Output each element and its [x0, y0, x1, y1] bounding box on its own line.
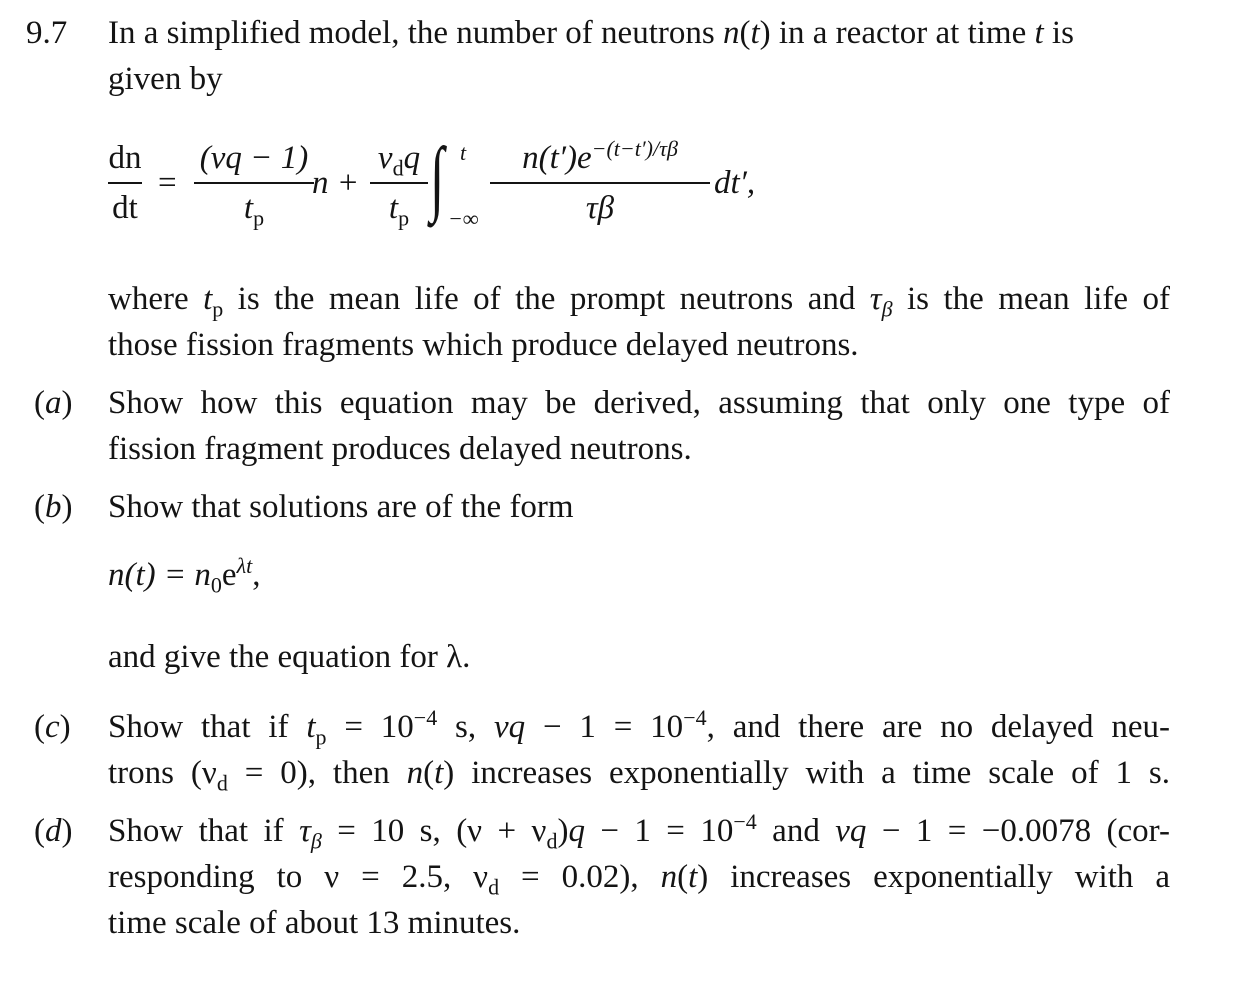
intro-line-2: given by: [108, 61, 223, 97]
prompt-term-numerator: (νq − 1): [199, 140, 309, 176]
delayed-coefficient-fraction: [370, 140, 428, 231]
integral-sign: ∫: [430, 131, 445, 224]
part-b-label: (b): [34, 489, 73, 525]
integrand-fraction: [490, 136, 710, 226]
part-c-line-1: Show that if $t_p = 10^{-4}$ s, $\nu q - 1 = 10^{-4}$, and there are no delayed neu-: [108, 705, 1170, 750]
part-d-line-1: Show that if $\tau_\beta = 10$ s, $(\nu + \nu_d)q - 1 = 10^{-4}$ and νq − 1 = −0.0078 (cor-: [108, 809, 1170, 854]
delayed-coefficient-numerator: $\nu_dq$: [377, 140, 421, 181]
part-c-line-2: trons $(\nu_d = 0)$, then n(t) increases exponentially with a time scale of 1 s.: [108, 755, 1170, 796]
n-plus: n +: [312, 165, 360, 201]
where-line-1: where $t_p$ is the mean life of the prompt neutrons and $\tau_\beta$ is the mean life of: [108, 281, 1170, 322]
equals-sign: =: [158, 165, 177, 201]
lhs-denominator: dt: [112, 189, 138, 226]
part-a-label: (a): [34, 385, 73, 421]
prompt-term-fraction: [194, 140, 314, 231]
delayed-coefficient-denominator: $t_p$: [388, 189, 410, 231]
where-line-2: those fission fragments which produce delayed neutrons.: [108, 327, 859, 363]
part-a-line-1: Show how this equation may be derived, assuming that only one type of: [108, 385, 1170, 421]
lhs-numerator: dn: [108, 140, 142, 176]
part-d-label: (d): [34, 813, 73, 849]
intro-line-1: In a simplified model, the number of neutrons n(t) in a reactor at time t is: [108, 15, 1074, 51]
integrand-denominator: τβ: [585, 189, 615, 226]
problem-number: 9.7: [26, 15, 68, 51]
integral-lower-limit: −∞: [448, 206, 479, 231]
part-a-line-2: fission fragment produces delayed neutrons.: [108, 431, 692, 467]
part-d-line-3: time scale of about 13 minutes.: [108, 905, 521, 941]
integral-upper-limit: t: [460, 140, 467, 165]
rate-equation: [108, 131, 788, 240]
part-d-line-2: responding to ν = 2.5, $\nu_d = 0.02$), n(t) increases exponentially with a: [108, 859, 1170, 900]
lhs-fraction: [108, 140, 142, 226]
part-b-line-1: Show that solutions are of the form: [108, 489, 574, 525]
part-b-solution: $n(t) = n_0e^{\lambda t}$,: [108, 553, 261, 598]
integrand-numerator: $n(t')e^{-(t-t')/\tau\beta}$: [522, 136, 678, 176]
prompt-term-denominator: $t_p$: [243, 189, 265, 231]
differential: dt′,: [714, 165, 756, 201]
part-c-label: (c): [34, 709, 71, 745]
part-b-line-2: and give the equation for λ.: [108, 639, 471, 675]
